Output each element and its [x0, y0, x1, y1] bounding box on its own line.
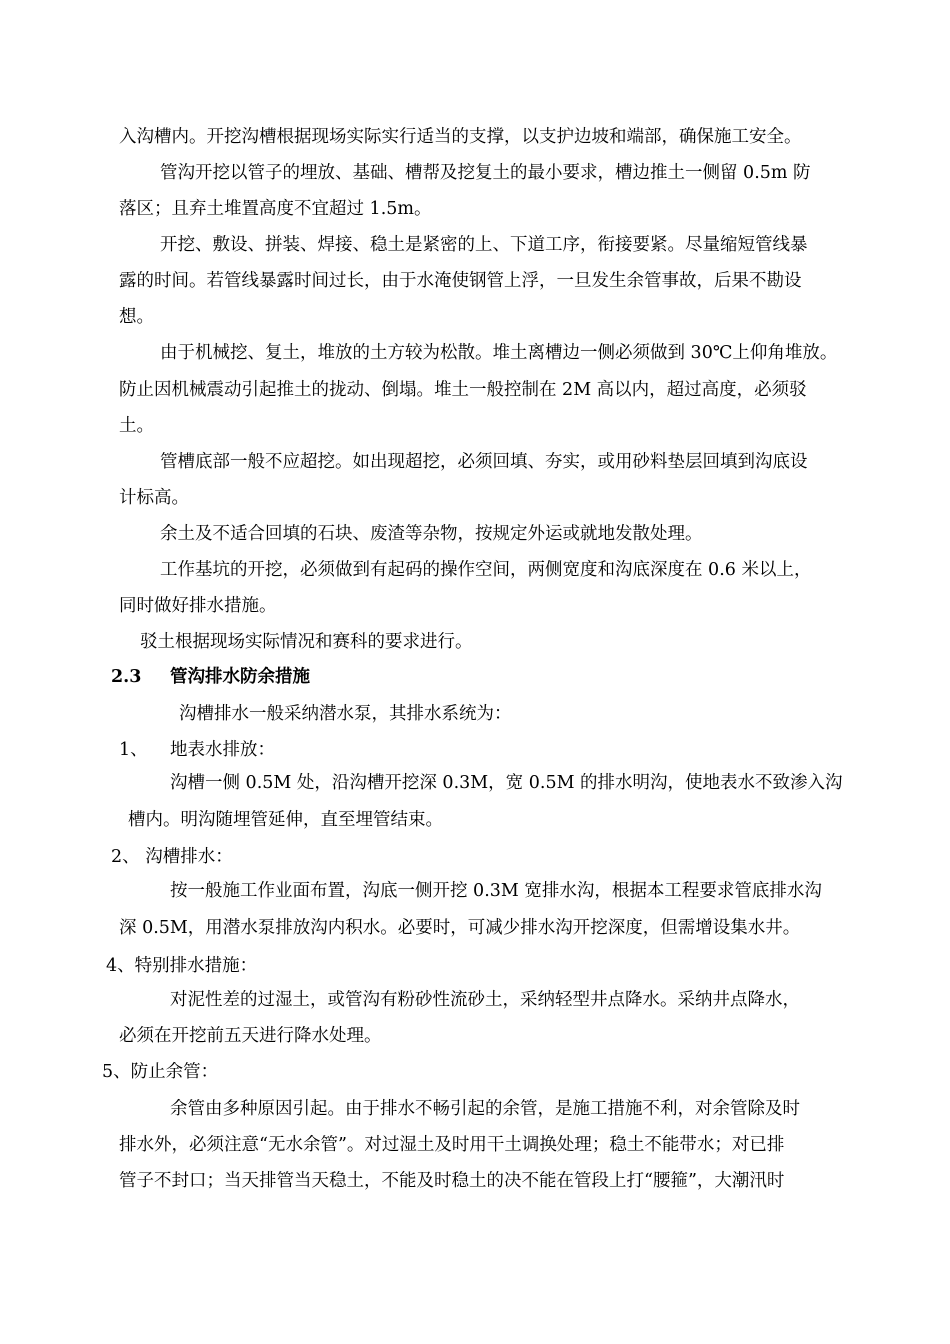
paragraph-line: 土。 [119, 416, 154, 436]
paragraph-line: 入沟槽内。开挖沟槽根据现场实际实行适当的支撑，以支护边坡和端部，确保施工安全。 [119, 127, 802, 147]
section-number: 2.3 [111, 667, 142, 687]
list-item-heading: 5、防止余管： [102, 1062, 219, 1082]
list-item-heading: 4、特别排水措施： [106, 956, 258, 976]
list-item-heading: 2、 沟槽排水： [111, 847, 233, 867]
paragraph-line: 想。 [119, 307, 154, 327]
paragraph-line: 开挖、敷设、拼装、焊接、稳土是紧密的上、下道工序，衔接要紧。尽量缩短管线暴 [160, 235, 808, 255]
paragraph-line: 排水外，必须注意“无水余管”。对过湿土及时用干土调换处理；稳土不能带水；对已排 [119, 1135, 785, 1155]
list-number: 1、 [119, 740, 148, 760]
paragraph-line: 落区；且弃土堆置高度不宜超过 1.5m。 [119, 199, 432, 219]
paragraph-line: 露的时间。若管线暴露时间过长，由于水淹使钢管上浮，一旦发生余管事故，后果不勘设 [119, 271, 802, 291]
paragraph-line: 同时做好排水措施。 [119, 596, 277, 616]
section-heading: 管沟排水防余措施 [170, 667, 310, 687]
paragraph-line: 由于机械挖、复土，堆放的土方较为松散。堆土离槽边一侧必须做到 30℃上仰角堆放。 [160, 343, 838, 363]
paragraph-line: 沟槽排水一般采纳潜水泵，其排水系统为： [179, 704, 512, 724]
paragraph-line: 工作基坑的开挖，必须做到有起码的操作空间，两侧宽度和沟底深度在 0.6 米以上， [160, 560, 812, 580]
paragraph-line: 对泥性差的过湿土，或管沟有粉砂性流砂土，采纳轻型井点降水。采纳井点降水， [170, 990, 800, 1010]
list-item-heading: 地表水排放： [170, 740, 275, 760]
paragraph-line: 防止因机械震动引起推土的拢动、倒塌。堆土一般控制在 2M 高以内，超过高度，必须驳 [119, 380, 807, 400]
paragraph-line: 必须在开挖前五天进行降水处理。 [119, 1026, 382, 1046]
paragraph-line: 按一般施工作业面布置，沟底一侧开挖 0.3M 宽排水沟，根据本工程要求管底排水沟 [170, 881, 822, 901]
paragraph-line: 管沟开挖以管子的埋放、基础、槽帮及挖复土的最小要求，槽边推土一侧留 0.5m 防 [160, 163, 811, 183]
paragraph-line: 计标高。 [119, 488, 189, 508]
paragraph-line: 沟槽一侧 0.5M 处，沿沟槽开挖深 0.3M，宽 0.5M 的排水明沟，使地表水不致渗入沟 [170, 773, 843, 793]
paragraph-line: 驳土根据现场实际情况和赛科的要求进行。 [140, 632, 473, 652]
paragraph-line: 余管由多种原因引起。由于排水不畅引起的余管，是施工措施不利，对余管除及时 [170, 1099, 800, 1119]
paragraph-line: 管槽底部一般不应超挖。如出现超挖，必须回填、夯实，或用砂料垫层回填到沟底设 [160, 452, 808, 472]
paragraph-line: 深 0.5M，用潜水泵排放沟内积水。必要时，可减少排水沟开挖深度，但需增设集水井。 [119, 918, 801, 938]
paragraph-line: 槽内。明沟随埋管延伸，直至埋管结束。 [128, 810, 443, 830]
paragraph-line: 余土及不适合回填的石块、废渣等杂物，按规定外运或就地发散处理。 [160, 524, 703, 544]
paragraph-line: 管子不封口；当天排管当天稳土，不能及时稳土的决不能在管段上打“腰箍”，大潮汛时 [119, 1171, 785, 1191]
